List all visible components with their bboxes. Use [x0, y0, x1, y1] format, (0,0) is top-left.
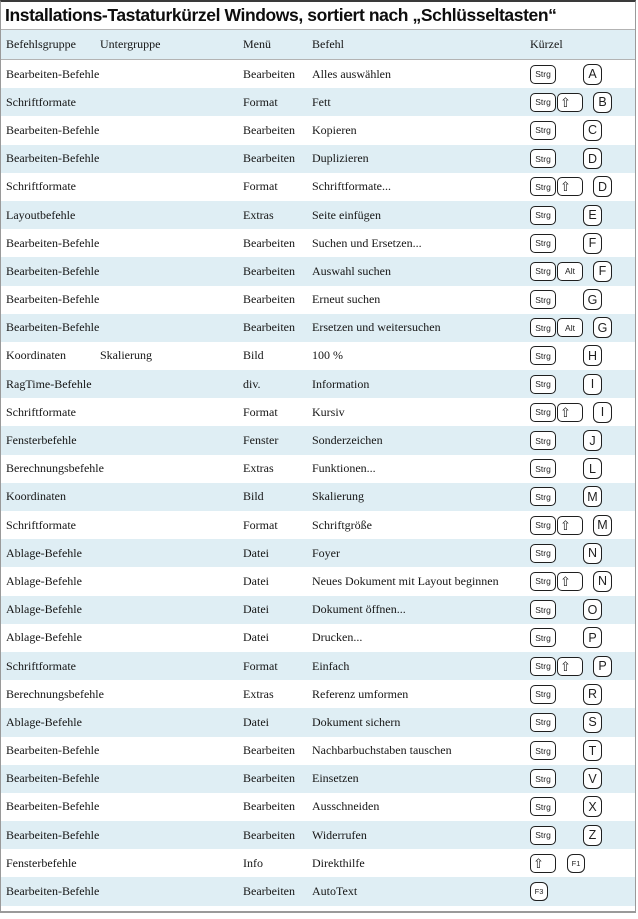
key-spacer — [584, 271, 593, 272]
shortcut-key: F — [593, 261, 612, 282]
cell-befehlsgruppe: RagTime-Befehle — [6, 376, 92, 391]
shortcut-keys — [525, 543, 635, 564]
table-row — [1, 286, 635, 314]
cell-menue: Format — [243, 179, 278, 194]
table-row — [1, 314, 635, 342]
shortcut-key: B — [593, 92, 612, 113]
modifier-key: Strg — [530, 346, 556, 365]
table-row — [1, 145, 635, 173]
column-header-untergruppe: Untergruppe — [100, 37, 161, 51]
shortcut-keys — [525, 825, 635, 846]
modifier-key: Strg — [530, 657, 556, 676]
cell-befehlsgruppe: Bearbeiten-Befehle — [6, 320, 100, 335]
shortcut-keys — [525, 317, 635, 338]
shortcut-key: D — [583, 148, 602, 169]
cell-untergruppe: Skalierung — [100, 348, 152, 363]
cell-befehl: Widerrufen — [312, 827, 367, 842]
cell-menue: Datei — [243, 602, 269, 617]
modifier-key: Strg — [530, 403, 556, 422]
modifier-key: Strg — [530, 572, 556, 591]
cell-menue: Datei — [243, 545, 269, 560]
key-spacer — [557, 384, 583, 385]
shortcut-key: H — [583, 345, 602, 366]
cell-befehl: Sonderzeichen — [312, 433, 383, 448]
shortcut-key: T — [583, 740, 602, 761]
shortcut-keys — [525, 402, 635, 423]
shortcut-key: M — [593, 515, 612, 536]
cell-befehl: Einfach — [312, 658, 350, 673]
cell-befehl: Kursiv — [312, 404, 345, 419]
modifier-key: Strg — [530, 149, 556, 168]
key-spacer — [557, 835, 583, 836]
cell-befehlsgruppe: Ablage-Befehle — [6, 630, 82, 645]
cell-befehlsgruppe: Bearbeiten-Befehle — [6, 771, 100, 786]
shortcut-key: G — [593, 317, 612, 338]
modifier-key: Strg — [530, 487, 556, 506]
shortcut-key: I — [583, 374, 602, 395]
cell-befehlsgruppe: Ablage-Befehle — [6, 545, 82, 560]
table-body — [1, 60, 635, 906]
cell-befehl: Ausschneiden — [312, 799, 380, 814]
shortcut-key: P — [583, 627, 602, 648]
shortcut-keys — [525, 740, 635, 761]
cell-menue: Bearbeiten — [243, 66, 295, 81]
modifier-key: Strg — [530, 769, 556, 788]
cell-menue: Bearbeiten — [243, 122, 295, 137]
modifier-key: Strg — [530, 65, 556, 84]
cell-menue: div. — [243, 376, 261, 391]
cell-befehlsgruppe: Schriftformate — [6, 658, 76, 673]
modifier-key: Strg — [530, 234, 556, 253]
cell-befehl: Foyer — [312, 545, 340, 560]
key-spacer — [584, 327, 593, 328]
shortcut-key: C — [583, 120, 602, 141]
table-row — [1, 426, 635, 454]
cell-befehlsgruppe: Fensterbefehle — [6, 433, 77, 448]
shortcut-keys — [525, 176, 635, 197]
cell-menue: Info — [243, 855, 263, 870]
shortcut-keys — [525, 92, 635, 113]
shift-key-icon: ⇧ — [557, 177, 583, 196]
cell-befehlsgruppe: Schriftformate — [6, 404, 76, 419]
cell-befehl: Dokument öffnen... — [312, 602, 406, 617]
shortcut-keys — [525, 571, 635, 592]
cell-befehlsgruppe: Bearbeiten-Befehle — [6, 799, 100, 814]
cell-befehl: Alles auswählen — [312, 66, 391, 81]
cell-menue: Extras — [243, 461, 274, 476]
cell-befehl: Dokument sichern — [312, 714, 401, 729]
table-row — [1, 652, 635, 680]
cell-menue: Bearbeiten — [243, 799, 295, 814]
shortcut-keys — [525, 515, 635, 536]
cell-befehl: Funktionen... — [312, 461, 376, 476]
column-header-befehlsgruppe: Befehlsgruppe — [6, 37, 76, 51]
key-spacer — [557, 496, 583, 497]
shortcut-keys — [525, 796, 635, 817]
shortcut-keys — [525, 486, 635, 507]
shortcut-key: N — [593, 571, 612, 592]
modifier-key: Strg — [530, 459, 556, 478]
cell-menue: Datei — [243, 714, 269, 729]
cell-menue: Fenster — [243, 433, 279, 448]
cell-befehl: Nachbarbuchstaben tauschen — [312, 743, 452, 758]
cell-befehlsgruppe: Layoutbefehle — [6, 207, 76, 222]
shortcut-keys — [525, 854, 635, 873]
shortcut-keys — [525, 768, 635, 789]
shortcut-keys — [525, 233, 635, 254]
cell-befehlsgruppe: Berechnungsbefehle — [6, 461, 104, 476]
cell-befehlsgruppe: Koordinaten — [6, 489, 66, 504]
key-spacer — [557, 694, 583, 695]
cell-befehl: Information — [312, 376, 370, 391]
shortcut-key: N — [583, 543, 602, 564]
cell-menue: Format — [243, 404, 278, 419]
shortcut-key: F1 — [567, 854, 585, 873]
shortcut-keys — [525, 627, 635, 648]
key-spacer — [557, 215, 583, 216]
shift-key-icon: ⇧ — [557, 516, 583, 535]
table-row — [1, 708, 635, 736]
cell-menue: Format — [243, 658, 278, 673]
shortcut-key: O — [583, 599, 602, 620]
key-spacer — [557, 243, 583, 244]
key-spacer — [557, 355, 583, 356]
cell-menue: Bearbeiten — [243, 827, 295, 842]
cell-befehl: 100 % — [312, 348, 343, 363]
cell-befehlsgruppe: Bearbeiten-Befehle — [6, 151, 100, 166]
table-row — [1, 596, 635, 624]
table-row — [1, 849, 635, 877]
cell-menue: Datei — [243, 630, 269, 645]
cell-befehl: Auswahl suchen — [312, 263, 391, 278]
cell-befehl: Referenz umformen — [312, 686, 409, 701]
modifier-key: Strg — [530, 262, 556, 281]
shift-key-icon: ⇧ — [557, 657, 583, 676]
shortcut-key: D — [593, 176, 612, 197]
key-spacer — [584, 581, 593, 582]
cell-menue: Bearbeiten — [243, 292, 295, 307]
shortcut-keys — [525, 882, 635, 901]
modifier-key: Strg — [530, 516, 556, 535]
cell-befehlsgruppe: Berechnungsbefehle — [6, 686, 104, 701]
cell-menue: Format — [243, 517, 278, 532]
table-row — [1, 342, 635, 370]
cell-befehl: Kopieren — [312, 122, 357, 137]
cell-befehl: Schriftformate... — [312, 179, 391, 194]
table-row — [1, 821, 635, 849]
table-row — [1, 370, 635, 398]
shortcut-key: E — [583, 205, 602, 226]
table-row — [1, 483, 635, 511]
shortcut-key: Z — [583, 825, 602, 846]
shortcut-keys — [525, 120, 635, 141]
cell-menue: Format — [243, 94, 278, 109]
table-row — [1, 737, 635, 765]
column-header-menue: Menü — [243, 37, 271, 51]
column-header-kuerzel: Kürzel — [530, 37, 563, 51]
modifier-key: Strg — [530, 375, 556, 394]
shortcut-keys — [525, 148, 635, 169]
modifier-key: Strg — [530, 628, 556, 647]
shortcut-keys — [525, 289, 635, 310]
shortcut-key: F3 — [530, 882, 548, 901]
table-row — [1, 229, 635, 257]
cell-befehlsgruppe: Bearbeiten-Befehle — [6, 884, 100, 899]
cell-befehl: Erneut suchen — [312, 292, 381, 307]
shortcut-key: S — [583, 712, 602, 733]
cell-befehlsgruppe: Bearbeiten-Befehle — [6, 122, 100, 137]
shortcut-keys — [525, 430, 635, 451]
key-spacer — [557, 750, 583, 751]
cell-befehl: AutoText — [312, 884, 358, 899]
modifier-key: Strg — [530, 713, 556, 732]
shortcut-key: P — [593, 656, 612, 677]
modifier-key: Strg — [530, 431, 556, 450]
table-row — [1, 793, 635, 821]
cell-befehlsgruppe: Bearbeiten-Befehle — [6, 292, 100, 307]
cell-befehl: Ersetzen und weitersuchen — [312, 320, 441, 335]
key-spacer — [557, 440, 583, 441]
shortcut-key: J — [583, 430, 602, 451]
table-row — [1, 455, 635, 483]
shortcut-keys — [525, 345, 635, 366]
shortcut-key: F — [583, 233, 602, 254]
table-row — [1, 60, 635, 88]
shortcut-keys — [525, 64, 635, 85]
cell-befehl: Skalierung — [312, 489, 364, 504]
key-spacer — [557, 130, 583, 131]
table-row — [1, 398, 635, 426]
cell-menue: Bearbeiten — [243, 235, 295, 250]
cell-befehl: Neues Dokument mit Layout beginnen — [312, 573, 499, 588]
key-spacer — [584, 102, 593, 103]
key-spacer — [557, 468, 583, 469]
modifier-key: Strg — [530, 93, 556, 112]
shortcut-key: L — [583, 458, 602, 479]
cell-befehlsgruppe: Ablage-Befehle — [6, 714, 82, 729]
cell-menue: Extras — [243, 686, 274, 701]
cell-befehl: Seite einfügen — [312, 207, 381, 222]
modifier-key: Alt — [557, 262, 583, 281]
key-spacer — [557, 74, 583, 75]
shortcut-keys — [525, 712, 635, 733]
table-row — [1, 201, 635, 229]
shortcut-keys — [525, 656, 635, 677]
key-spacer — [557, 863, 567, 864]
shortcut-key: A — [583, 64, 602, 85]
column-header-befehl: Befehl — [312, 37, 344, 51]
key-spacer — [557, 299, 583, 300]
key-spacer — [584, 186, 593, 187]
shortcut-keys — [525, 261, 635, 282]
cell-befehl: Drucken... — [312, 630, 363, 645]
table-row — [1, 539, 635, 567]
shift-key-icon: ⇧ — [557, 572, 583, 591]
modifier-key: Strg — [530, 206, 556, 225]
cell-befehlsgruppe: Bearbeiten-Befehle — [6, 66, 100, 81]
shortcut-keys — [525, 374, 635, 395]
table-row — [1, 116, 635, 144]
cell-befehlsgruppe: Bearbeiten-Befehle — [6, 827, 100, 842]
shortcut-key: V — [583, 768, 602, 789]
cell-befehl: Suchen und Ersetzen... — [312, 235, 422, 250]
table-row — [1, 765, 635, 793]
key-spacer — [584, 525, 593, 526]
cell-befehlsgruppe: Schriftformate — [6, 517, 76, 532]
key-spacer — [557, 158, 583, 159]
key-spacer — [557, 722, 583, 723]
modifier-key: Strg — [530, 797, 556, 816]
cell-befehlsgruppe: Schriftformate — [6, 179, 76, 194]
modifier-key: Strg — [530, 177, 556, 196]
modifier-key: Strg — [530, 544, 556, 563]
table-row — [1, 173, 635, 201]
modifier-key: Alt — [557, 318, 583, 337]
shortcut-key: G — [583, 289, 602, 310]
key-spacer — [584, 666, 593, 667]
shortcut-key: X — [583, 796, 602, 817]
modifier-key: Strg — [530, 290, 556, 309]
key-spacer — [584, 412, 593, 413]
shortcut-keys — [525, 684, 635, 705]
cell-befehlsgruppe: Bearbeiten-Befehle — [6, 743, 100, 758]
cell-menue: Extras — [243, 207, 274, 222]
table-row — [1, 680, 635, 708]
key-spacer — [557, 806, 583, 807]
cell-befehlsgruppe: Schriftformate — [6, 94, 76, 109]
cell-menue: Bearbeiten — [243, 771, 295, 786]
cell-befehlsgruppe: Ablage-Befehle — [6, 573, 82, 588]
shortcut-key: R — [583, 684, 602, 705]
table-row — [1, 257, 635, 285]
cell-menue: Bearbeiten — [243, 743, 295, 758]
shortcut-keys — [525, 458, 635, 479]
cell-befehlsgruppe: Koordinaten — [6, 348, 66, 363]
shift-key-icon: ⇧ — [557, 403, 583, 422]
cell-menue: Bearbeiten — [243, 884, 295, 899]
cell-menue: Bearbeiten — [243, 320, 295, 335]
table-header — [1, 30, 635, 60]
cell-menue: Bearbeiten — [243, 151, 295, 166]
cell-befehl: Fett — [312, 94, 331, 109]
key-spacer — [557, 609, 583, 610]
modifier-key: Strg — [530, 826, 556, 845]
modifier-key: Strg — [530, 685, 556, 704]
table-row — [1, 567, 635, 595]
cell-befehlsgruppe: Ablage-Befehle — [6, 602, 82, 617]
key-spacer — [557, 778, 583, 779]
cell-befehlsgruppe: Fensterbefehle — [6, 855, 77, 870]
page-title: Installations-Tastaturkürzel Windows, sortiert nach „Schlüsseltasten“ — [1, 2, 635, 30]
cell-befehl: Duplizieren — [312, 151, 369, 166]
table-row — [1, 624, 635, 652]
table-row — [1, 877, 635, 905]
table-row — [1, 511, 635, 539]
key-spacer — [557, 637, 583, 638]
cell-befehl: Einsetzen — [312, 771, 359, 786]
modifier-key: Strg — [530, 600, 556, 619]
key-spacer — [557, 553, 583, 554]
cell-befehl: Direkthilfe — [312, 855, 365, 870]
cell-menue: Bild — [243, 348, 264, 363]
modifier-key: Strg — [530, 121, 556, 140]
shift-key-icon: ⇧ — [530, 854, 556, 873]
modifier-key: Strg — [530, 318, 556, 337]
shortcut-key: I — [593, 402, 612, 423]
cell-befehl: Schriftgröße — [312, 517, 372, 532]
shortcut-keys — [525, 599, 635, 620]
shortcut-key: M — [583, 486, 602, 507]
modifier-key: Strg — [530, 741, 556, 760]
cell-menue: Bearbeiten — [243, 263, 295, 278]
shortcut-keys — [525, 205, 635, 226]
cell-befehlsgruppe: Bearbeiten-Befehle — [6, 235, 100, 250]
cell-menue: Datei — [243, 573, 269, 588]
cell-befehlsgruppe: Bearbeiten-Befehle — [6, 263, 100, 278]
cell-menue: Bild — [243, 489, 264, 504]
shift-key-icon: ⇧ — [557, 93, 583, 112]
table-row — [1, 88, 635, 116]
